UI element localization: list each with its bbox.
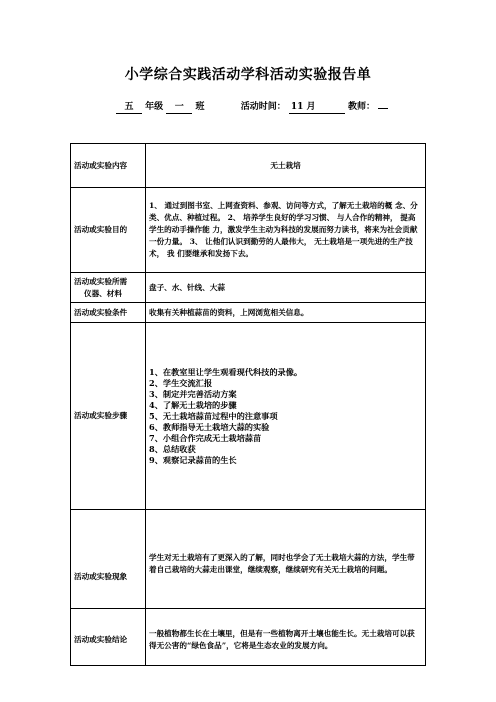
step-item: 1、在教室里让学生观看现代科技的录像。: [149, 366, 303, 377]
step-item: 9、观察记录蒜苗的生长: [149, 454, 237, 465]
report-header-line: [116, 99, 388, 114]
grade-value: 五: [116, 101, 142, 114]
step-item: 7、小组合作完成无土栽培蒜苗: [149, 432, 262, 443]
label-steps: 活动或实验步骤: [71, 323, 146, 510]
step-item: 2、学生交流汇报: [149, 377, 213, 388]
row-steps: [71, 323, 426, 510]
row-content: [71, 144, 426, 188]
time-label: 活动时间：: [240, 102, 286, 112]
value-equipment: 盘子、水、针线、大蒜: [146, 273, 426, 303]
row-purpose: [71, 188, 426, 273]
class-label: 班: [195, 102, 205, 112]
label-content: 活动或实验内容: [71, 144, 146, 188]
row-equipment: [71, 273, 426, 303]
report-table: [70, 143, 426, 666]
row-phenomenon: [71, 510, 426, 609]
value-steps: [146, 323, 426, 510]
class-value: 一: [166, 101, 192, 114]
row-conditions: [71, 303, 426, 323]
label-equipment-line1: 活动或实验所需: [74, 276, 128, 286]
step-item: 5、无土栽培蒜苗过程中的注意事项: [149, 410, 278, 421]
value-phenomenon: 学生对无土栽培有了更深入的了解，同时也学会了无土栽培大蒜的方法，学生带着自己栽培的大蒜走出课堂，继续观察，继续研究有关无土栽培的问题。: [146, 510, 426, 609]
page-title: 小学综合实践活动学科活动实验报告单: [124, 67, 372, 83]
label-purpose: 活动或实验目的: [71, 188, 146, 273]
label-conditions: 活动或实验条件: [71, 303, 146, 323]
value-conclusion: 一般植物都生长在土壤里，但是有一些植物离开土壤也能生长。无土栽培可以获得无公害的“绿色食品”，它将是生态农业的发展方向。: [146, 609, 426, 666]
row-conclusion: [71, 609, 426, 666]
step-item: 4、了解无土栽培的步骤: [149, 399, 237, 410]
label-equipment: [71, 273, 146, 303]
step-item: 6、教师指导无土栽培大蒜的实验: [149, 421, 270, 432]
grade-label: 年级: [145, 102, 164, 112]
value-content: 无土栽培: [146, 144, 426, 188]
step-item: 3、制定并完善活动方案: [149, 388, 237, 399]
label-equipment-line2: 仪器、材料: [84, 288, 122, 298]
label-conclusion: 活动或实验结论: [71, 609, 146, 666]
teacher-value: [378, 108, 388, 109]
value-purpose: 1、 通过到图书室、上网查资料、参观、访问等方式，了解无土栽培的概 念、分类、优点、种植过程。 2、 培养学生良好的学习习惯、 与人合作的精神， 提高学生的动手操作能 力，激发学生主动为科技的发展而努力读书，将来为社会贡献一份力量。 3、 让他们认识到勤劳的人最伟大， 无土栽培是一项先进的生产技术， 我 们要继承和发扬下去。: [146, 188, 426, 273]
label-phenomenon: 活动或实验现象: [71, 510, 146, 609]
time-value: 11 月: [289, 101, 345, 114]
step-item: 8、总结收获: [149, 443, 196, 454]
value-conditions: 收集有关种植蒜苗的资料，上网浏览相关信息。: [146, 303, 426, 323]
teacher-label: 教师：: [348, 102, 376, 112]
